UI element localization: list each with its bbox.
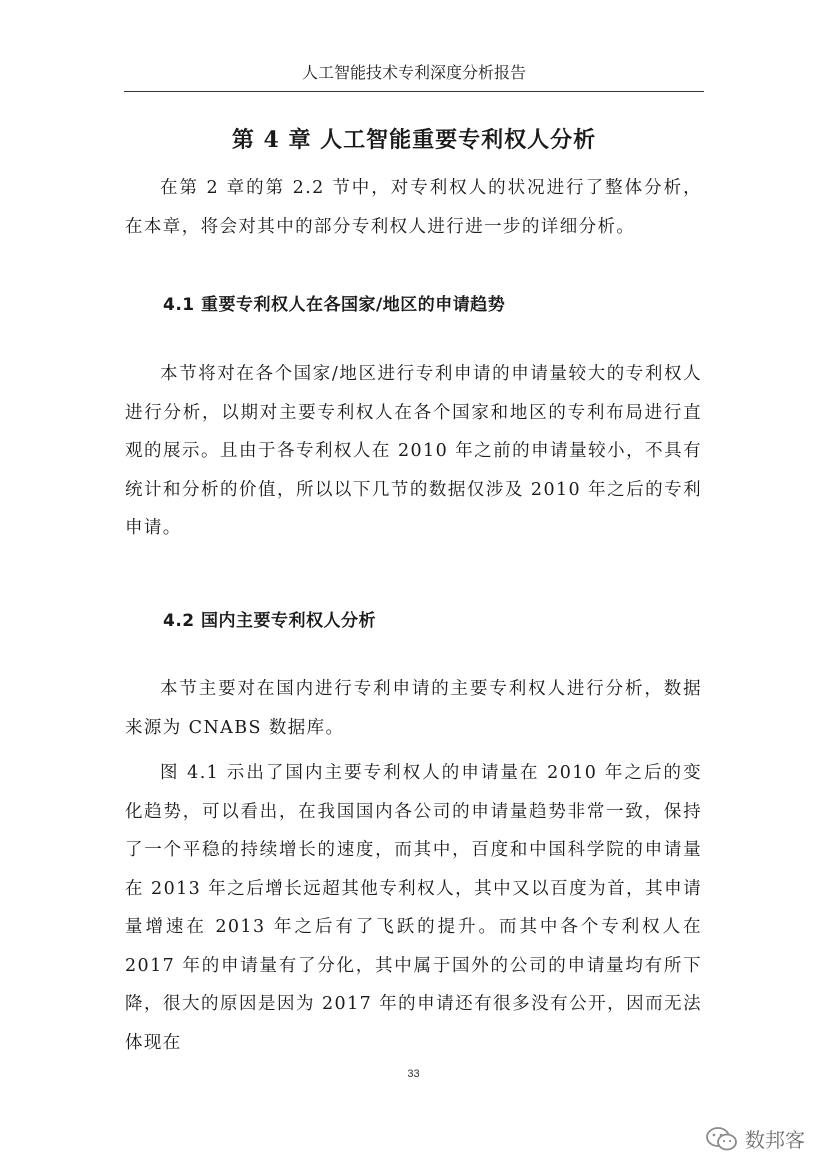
chapter-title: 第 4 章 人工智能重要专利权人分析 bbox=[231, 127, 597, 153]
watermark bbox=[705, 1124, 805, 1153]
section-4-2-paragraph-1: 本节主要对在国内进行专利申请的主要专利权人进行分析，数据来源为 CNABS 数据库。 bbox=[125, 679, 702, 738]
section-4-2-paragraph-2: 图 4.1 示出了国内主要专利权人的申请量在 2010 年之后的变化趋势，可以看出，在我国国内各公司的申请量趋势非常一致，保持了一个平稳的持续增长的速度，而其中，百度和中国科学院的申请量在 2013 年之后增长远超其他专利权人，其中又以百度为首，其申请量增速在 2013 年之后有了飞跃的提升。而其中各个专利权人在 2017 年的申请量有了分化，其中属于国外的公司的申请量均有所下降，很大的原因是因为 2017 年的申请还有很多没有公开，因而无法体现在 bbox=[125, 763, 702, 1053]
section-4-1-paragraph: 本节将对在各个国家/地区进行专利申请的申请量较大的专利权人进行分析，以期对主要专利权人在各个国家和地区的专利布局进行直观的展示。且由于各专利权人在 2010 年之前的申请量较小，不具有统计和分析的价值，所以以下几节的数据仅涉及 2010 年之后的专利申请。 bbox=[125, 364, 702, 538]
watermark-text: 数邦客 bbox=[745, 1128, 805, 1152]
wechat-icon bbox=[705, 1126, 739, 1152]
page-number: 33 bbox=[407, 1068, 420, 1080]
intro-paragraph: 在第 2 章的第 2.2 节中，对专利权人的状况进行了整体分析，在本章，将会对其中的部分专利权人进行进一步的详细分析。 bbox=[125, 178, 702, 237]
section-4-1-title: 4.1 重要专利权人在各国家/地区的申请趋势 bbox=[163, 295, 506, 315]
page-header: 人工智能技术专利深度分析报告 bbox=[124, 60, 704, 92]
section-4-2-title: 4.2 国内主要专利权人分析 bbox=[163, 611, 377, 631]
